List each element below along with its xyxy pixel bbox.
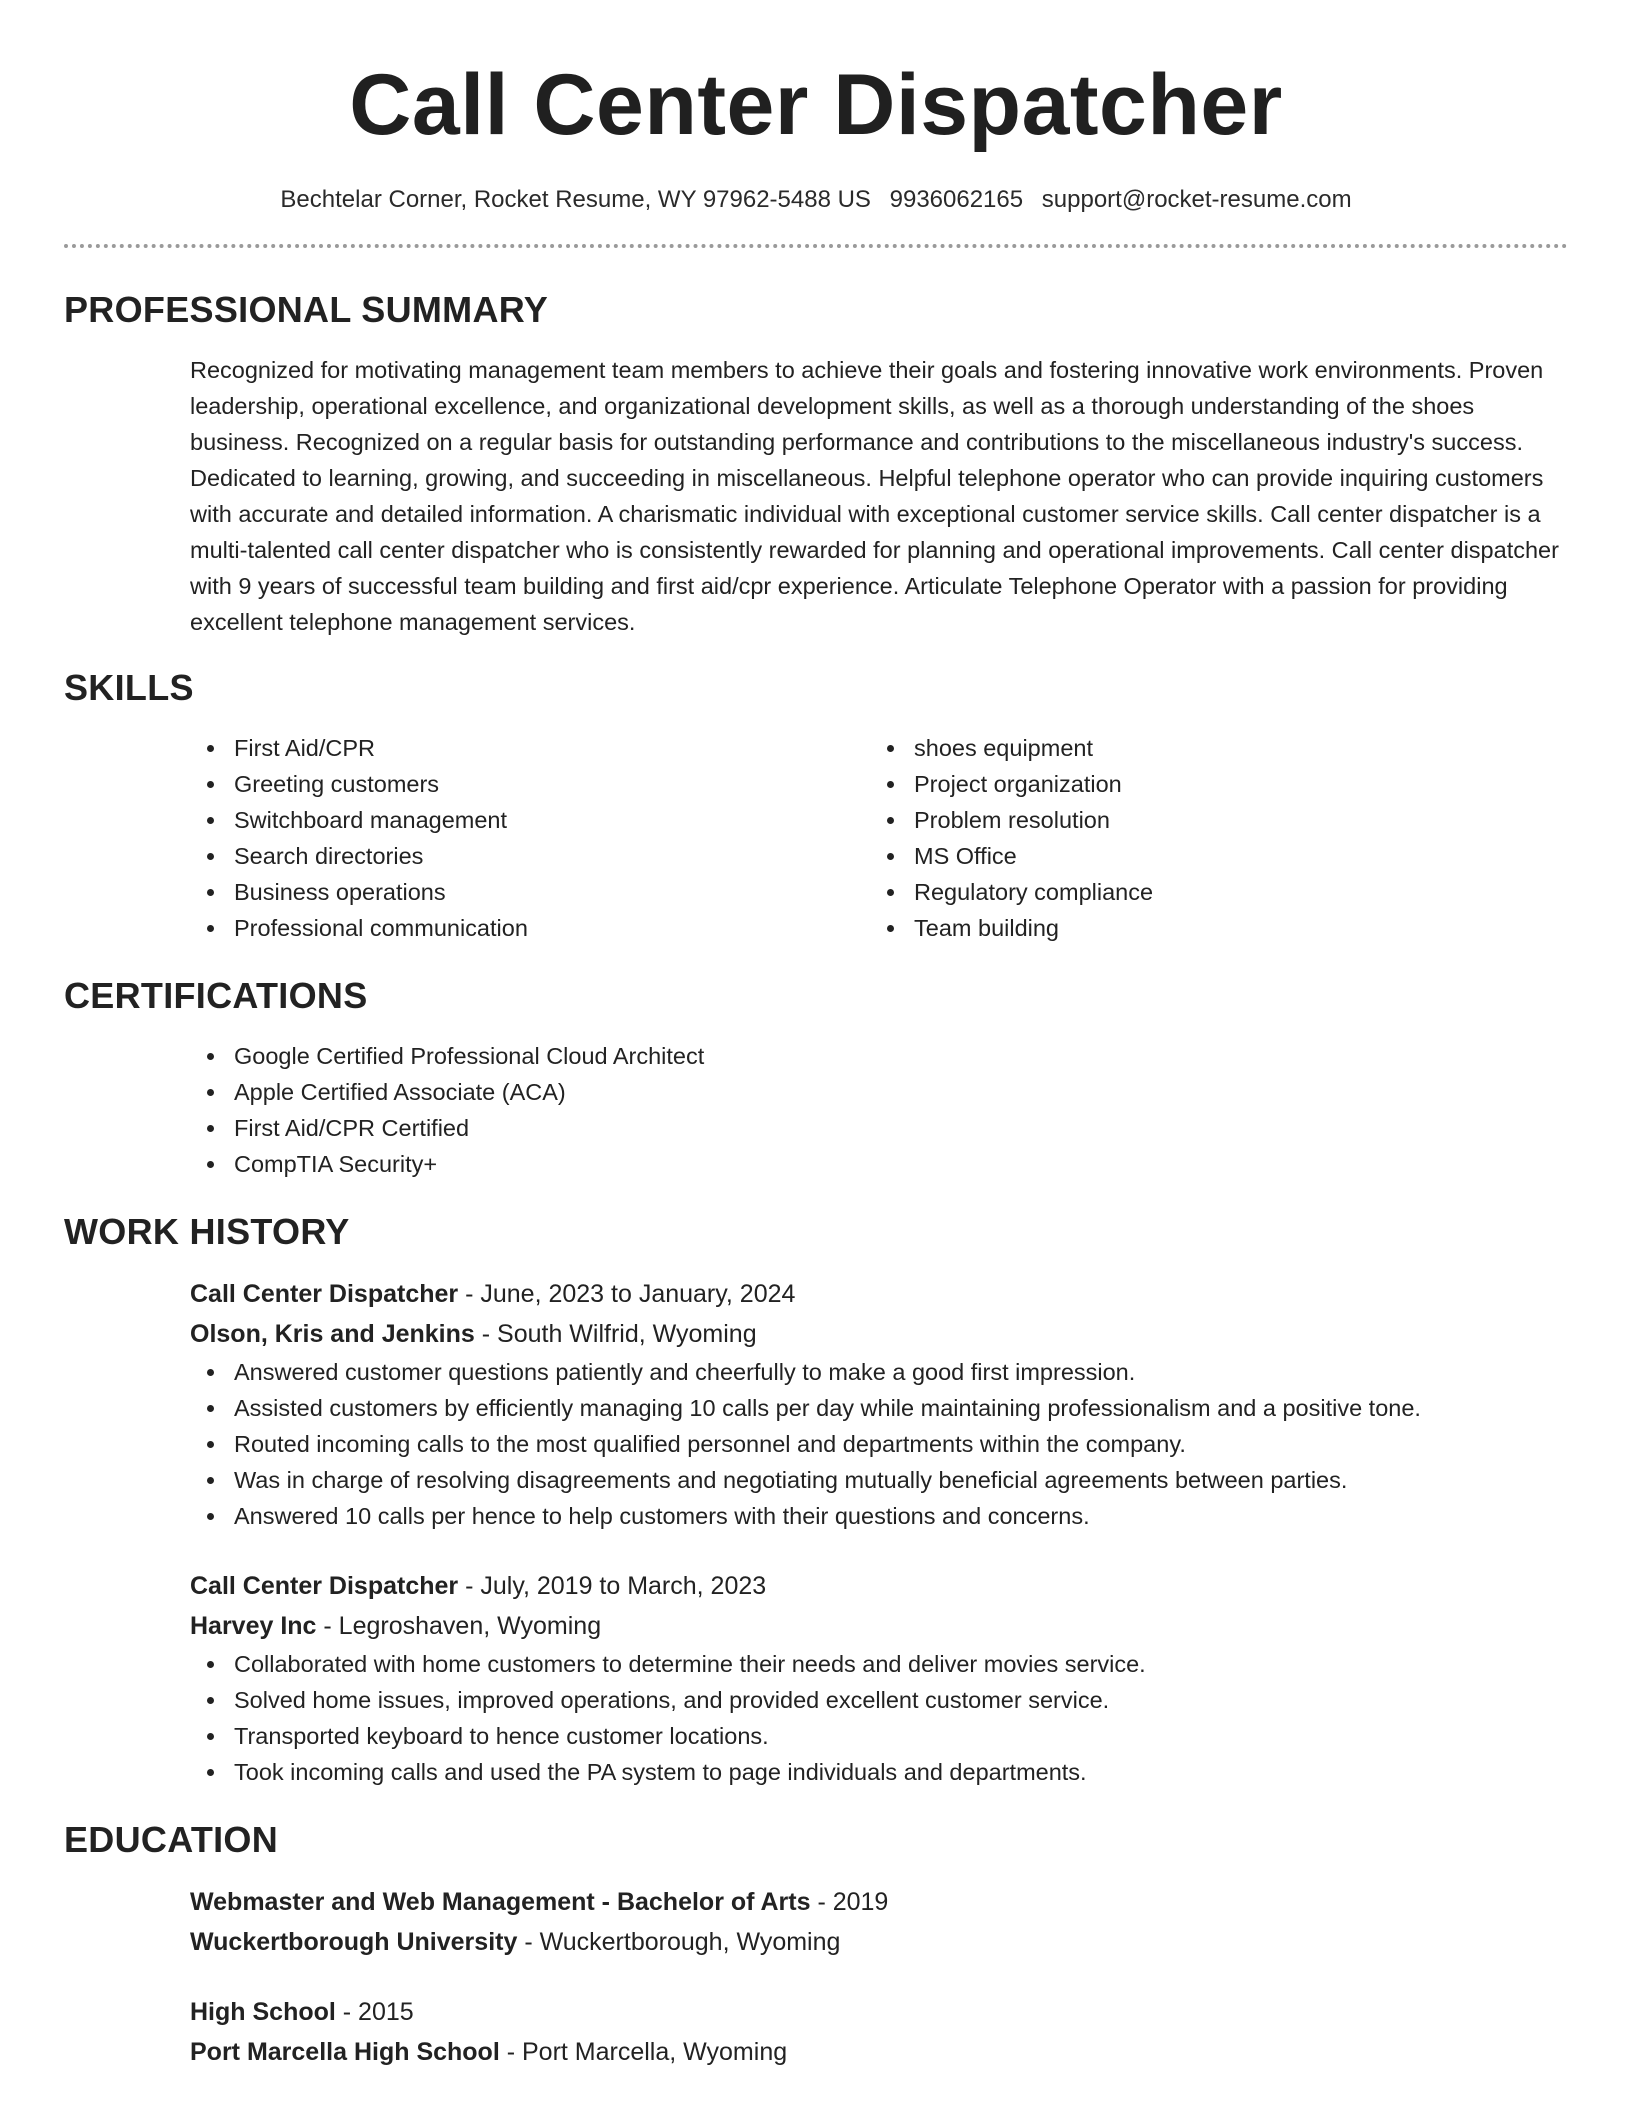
- summary-section: [190, 352, 1568, 640]
- skill-item: Professional communication: [190, 910, 870, 946]
- education-school: Wuckertborough University: [190, 1928, 518, 1956]
- job-company-line: [190, 1606, 1568, 1646]
- job-bullet: Was in charge of resolving disagreements and negotiating mutually beneficial agreements between parties.: [190, 1462, 1568, 1498]
- job-dates: - June, 2023 to January, 2024: [458, 1280, 796, 1308]
- skills-list-left: [190, 730, 870, 946]
- skill-item: Business operations: [190, 874, 870, 910]
- education-degree: High School: [190, 1998, 336, 2026]
- skill-item: First Aid/CPR: [190, 730, 870, 766]
- skill-item: Search directories: [190, 838, 870, 874]
- job-bullet: Solved home issues, improved operations, and provided excellent customer service.: [190, 1682, 1568, 1718]
- job-company-line: [190, 1314, 1568, 1354]
- skills-section: [190, 730, 1568, 946]
- certifications-heading: CERTIFICATIONS: [64, 975, 368, 1016]
- contact-line: [64, 184, 1568, 216]
- job-location: - South Wilfrid, Wyoming: [474, 1320, 757, 1348]
- skill-item: shoes equipment: [870, 730, 1550, 766]
- contact-address: Bechtelar Corner, Rocket Resume, WY 97962-5488 US: [280, 186, 871, 213]
- skill-item: Regulatory compliance: [870, 874, 1550, 910]
- job-bullets: [190, 1646, 1568, 1790]
- contact-email[interactable]: support@rocket-resume.com: [1041, 186, 1352, 213]
- education-degree: Webmaster and Web Management - Bachelor of Arts: [190, 1888, 811, 1916]
- job-role: Call Center Dispatcher: [190, 1572, 459, 1600]
- education-school: Port Marcella High School: [190, 2038, 500, 2066]
- certifications-list: [190, 1038, 1568, 1182]
- header-divider: [64, 244, 1568, 248]
- education-school-line: [190, 2032, 1568, 2072]
- job-location: - Legroshaven, Wyoming: [316, 1612, 602, 1640]
- education-location: - Port Marcella, Wyoming: [499, 2038, 788, 2066]
- job-role: Call Center Dispatcher: [190, 1280, 459, 1308]
- education-year: - 2015: [335, 1998, 414, 2026]
- skill-item: Team building: [870, 910, 1550, 946]
- summary-heading: PROFESSIONAL SUMMARY: [64, 289, 549, 330]
- job-bullet: Answered 10 calls per hence to help customers with their questions and concerns.: [190, 1498, 1568, 1534]
- skills-heading: SKILLS: [64, 667, 194, 708]
- job-bullet: Took incoming calls and used the PA system to page individuals and departments.: [190, 1754, 1568, 1790]
- work-history-heading: WORK HISTORY: [64, 1211, 350, 1252]
- job-title-line: [190, 1274, 1568, 1314]
- contact-phone[interactable]: 9936062165: [889, 186, 1024, 213]
- summary-text: Recognized for motivating management team members to achieve their goals and fostering innovative work environments. Proven leadership, operational excellence, and organizational development skills, as well as a thorough understanding of the shoes business. Recognized on a regular basis for outstanding performance and contributions to the miscellaneous industry's success. Dedicated to learning, growing, and succeeding in miscellaneous. Helpful telephone operator who can provide inquiring customers with accurate and detailed information. A charismatic individual with exceptional customer service skills. Call center dispatcher is a multi-talented call center dispatcher who is consistently rewarded for planning and operational improvements. Call center dispatcher with 9 years of successful team building and first aid/cpr experience. Articulate Telephone Operator with a passion for providing excellent telephone management services.: [190, 357, 1559, 635]
- job-bullet: Answered customer questions patiently and cheerfully to make a good first impression.: [190, 1354, 1568, 1390]
- job-company: Olson, Kris and Jenkins: [190, 1320, 475, 1348]
- skill-item: Greeting customers: [190, 766, 870, 802]
- skill-item: Problem resolution: [870, 802, 1550, 838]
- job-entry: [190, 1274, 1568, 1534]
- resume-name: Call Center Dispatcher: [349, 57, 1283, 153]
- job-bullet: Transported keyboard to hence customer locations.: [190, 1718, 1568, 1754]
- certifications-section: [190, 1038, 1568, 1182]
- job-company: Harvey Inc: [190, 1612, 317, 1640]
- job-bullet: Collaborated with home customers to determine their needs and deliver movies service.: [190, 1646, 1568, 1682]
- education-degree-line: [190, 1992, 1568, 2032]
- job-dates: - July, 2019 to March, 2023: [458, 1572, 767, 1600]
- skill-item: MS Office: [870, 838, 1550, 874]
- education-entry: [190, 1992, 1568, 2072]
- education-heading: EDUCATION: [64, 1819, 279, 1860]
- education-location: - Wuckertborough, Wyoming: [517, 1928, 841, 1956]
- certification-item: First Aid/CPR Certified: [190, 1110, 1568, 1146]
- education-entry: [190, 1882, 1568, 1962]
- skill-item: Switchboard management: [190, 802, 870, 838]
- certification-item: Apple Certified Associate (ACA): [190, 1074, 1568, 1110]
- certification-item: CompTIA Security+: [190, 1146, 1568, 1182]
- education-school-line: [190, 1922, 1568, 1962]
- job-entry: [190, 1566, 1568, 1790]
- education-degree-line: [190, 1882, 1568, 1922]
- job-bullet: Assisted customers by efficiently managing 10 calls per day while maintaining professionalism and a positive tone.: [190, 1390, 1568, 1426]
- job-bullet: Routed incoming calls to the most qualified personnel and departments within the company.: [190, 1426, 1568, 1462]
- job-bullets: [190, 1354, 1568, 1534]
- skills-list-right: [870, 730, 1550, 946]
- education-year: - 2019: [810, 1888, 889, 1916]
- skill-item: Project organization: [870, 766, 1550, 802]
- job-title-line: [190, 1566, 1568, 1606]
- certification-item: Google Certified Professional Cloud Architect: [190, 1038, 1568, 1074]
